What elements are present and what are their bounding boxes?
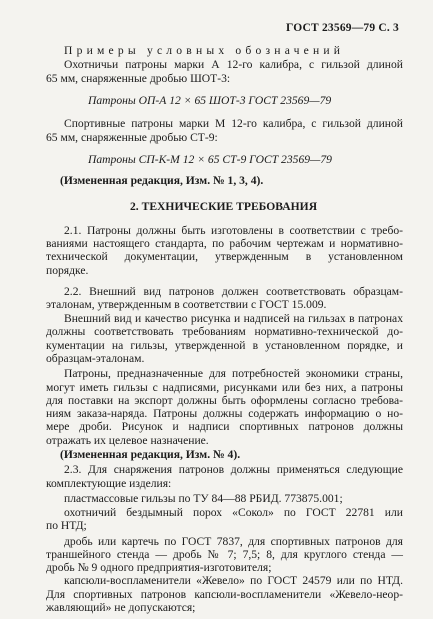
- text-line: должны соответствовать требованиям нормативно-технической до-: [46, 325, 403, 339]
- text-line: дробь № 9 одного предприятия-изготовителя;: [46, 561, 272, 575]
- text-line: 2.3. Для снаряжения патронов должны применяться следующие: [64, 463, 403, 477]
- text-line: капсюли-воспламенители «Жевело» по ГОСТ 24579 или по НТД.: [64, 574, 403, 588]
- examples-heading: Примеры условных обозначений: [64, 44, 345, 57]
- designation-example: Патроны СП-К-М 12 × 65 СТ-9 ГОСТ 23569—79: [88, 153, 332, 167]
- text-line: для поставки на экспорт должны быть оформлены согласно требова-: [46, 393, 403, 407]
- text-line: Внешний вид и качество рисунка и надписей на гильзах в патронах: [64, 312, 403, 325]
- text-line: отражать их целевое назначение.: [46, 433, 209, 447]
- text-line: Спортивные патроны марки М 12-го калибра, с гильзой длиной: [64, 117, 403, 131]
- text-line: пластмассовые гильзы по ТУ 84—88 РБИД. 773875.001;: [64, 491, 343, 505]
- text-line: 65 мм, снаряженные дробью ШОТ-3:: [46, 71, 231, 85]
- text-line: порядке.: [46, 263, 89, 277]
- text-line: 65 мм, снаряженные дробью СТ-9:: [46, 130, 218, 144]
- text-line: Охотничьи патроны марки А 12-го калибра, с гильзой длиной: [64, 58, 403, 72]
- text-line: эталонам, утвержденным в соответствии с ГОСТ 15.009.: [46, 297, 327, 311]
- section-title: 2. ТЕХНИЧЕСКИЕ ТРЕБОВАНИЯ: [130, 199, 318, 213]
- text-line: Для спортивных патронов капсюли-воспламенители «Жевело-неор-: [46, 587, 403, 601]
- text-line: технической документации, утвержденным в установленном: [46, 250, 403, 264]
- amendment-note: (Измененная редакция, Изм. № 1, 3, 4).: [60, 174, 264, 188]
- text-line: 2.1. Патроны должны быть изготовлены в соответствии с требо-: [64, 223, 403, 237]
- text-line: жавляющий» не допускаются;: [46, 601, 196, 614]
- text-line: образцам-эталонам.: [46, 352, 145, 365]
- text-line: дробь или картечь по ГОСТ 7837, для спортивных патронов для: [64, 534, 403, 548]
- text-line: мере дроби. Рисунок и надписи спортивных патронов должны: [46, 420, 403, 434]
- text-line: комплектующие изделия:: [46, 476, 172, 490]
- text-line: ниям заказа-наряда. Патроны должны содержать информацию о но-: [46, 407, 403, 421]
- text-line: охотничий бездымный порох «Сокол» по ГОСТ 22781 или: [64, 505, 403, 519]
- text-line: кументации на гильзы, утвержденной в установленном порядке, и: [46, 338, 403, 352]
- text-line: по НТД;: [46, 519, 87, 533]
- designation-example: Патроны ОП-А 12 × 65 ШОТ-3 ГОСТ 23569—79: [88, 94, 332, 108]
- text-line: 2.2. Внешний вид патронов должен соответствовать образцам-: [64, 284, 403, 298]
- page-header: ГОСТ 23569—79 С. 3: [286, 22, 399, 34]
- amendment-note: (Измененная редакция, Изм. № 4).: [60, 448, 241, 461]
- text-line: траншейного стенда — дробь № 7; 7,5; 8, для круглого стенда —: [46, 547, 403, 561]
- text-line: Патроны, предназначенные для потребностей экономики страны,: [64, 367, 403, 381]
- text-line: могут иметь гильзы с надписями, рисунками или без них, а патроны: [46, 380, 403, 394]
- text-line: ваниями настоящего стандарта, по рабочим чертежам и нормативно-: [46, 237, 403, 250]
